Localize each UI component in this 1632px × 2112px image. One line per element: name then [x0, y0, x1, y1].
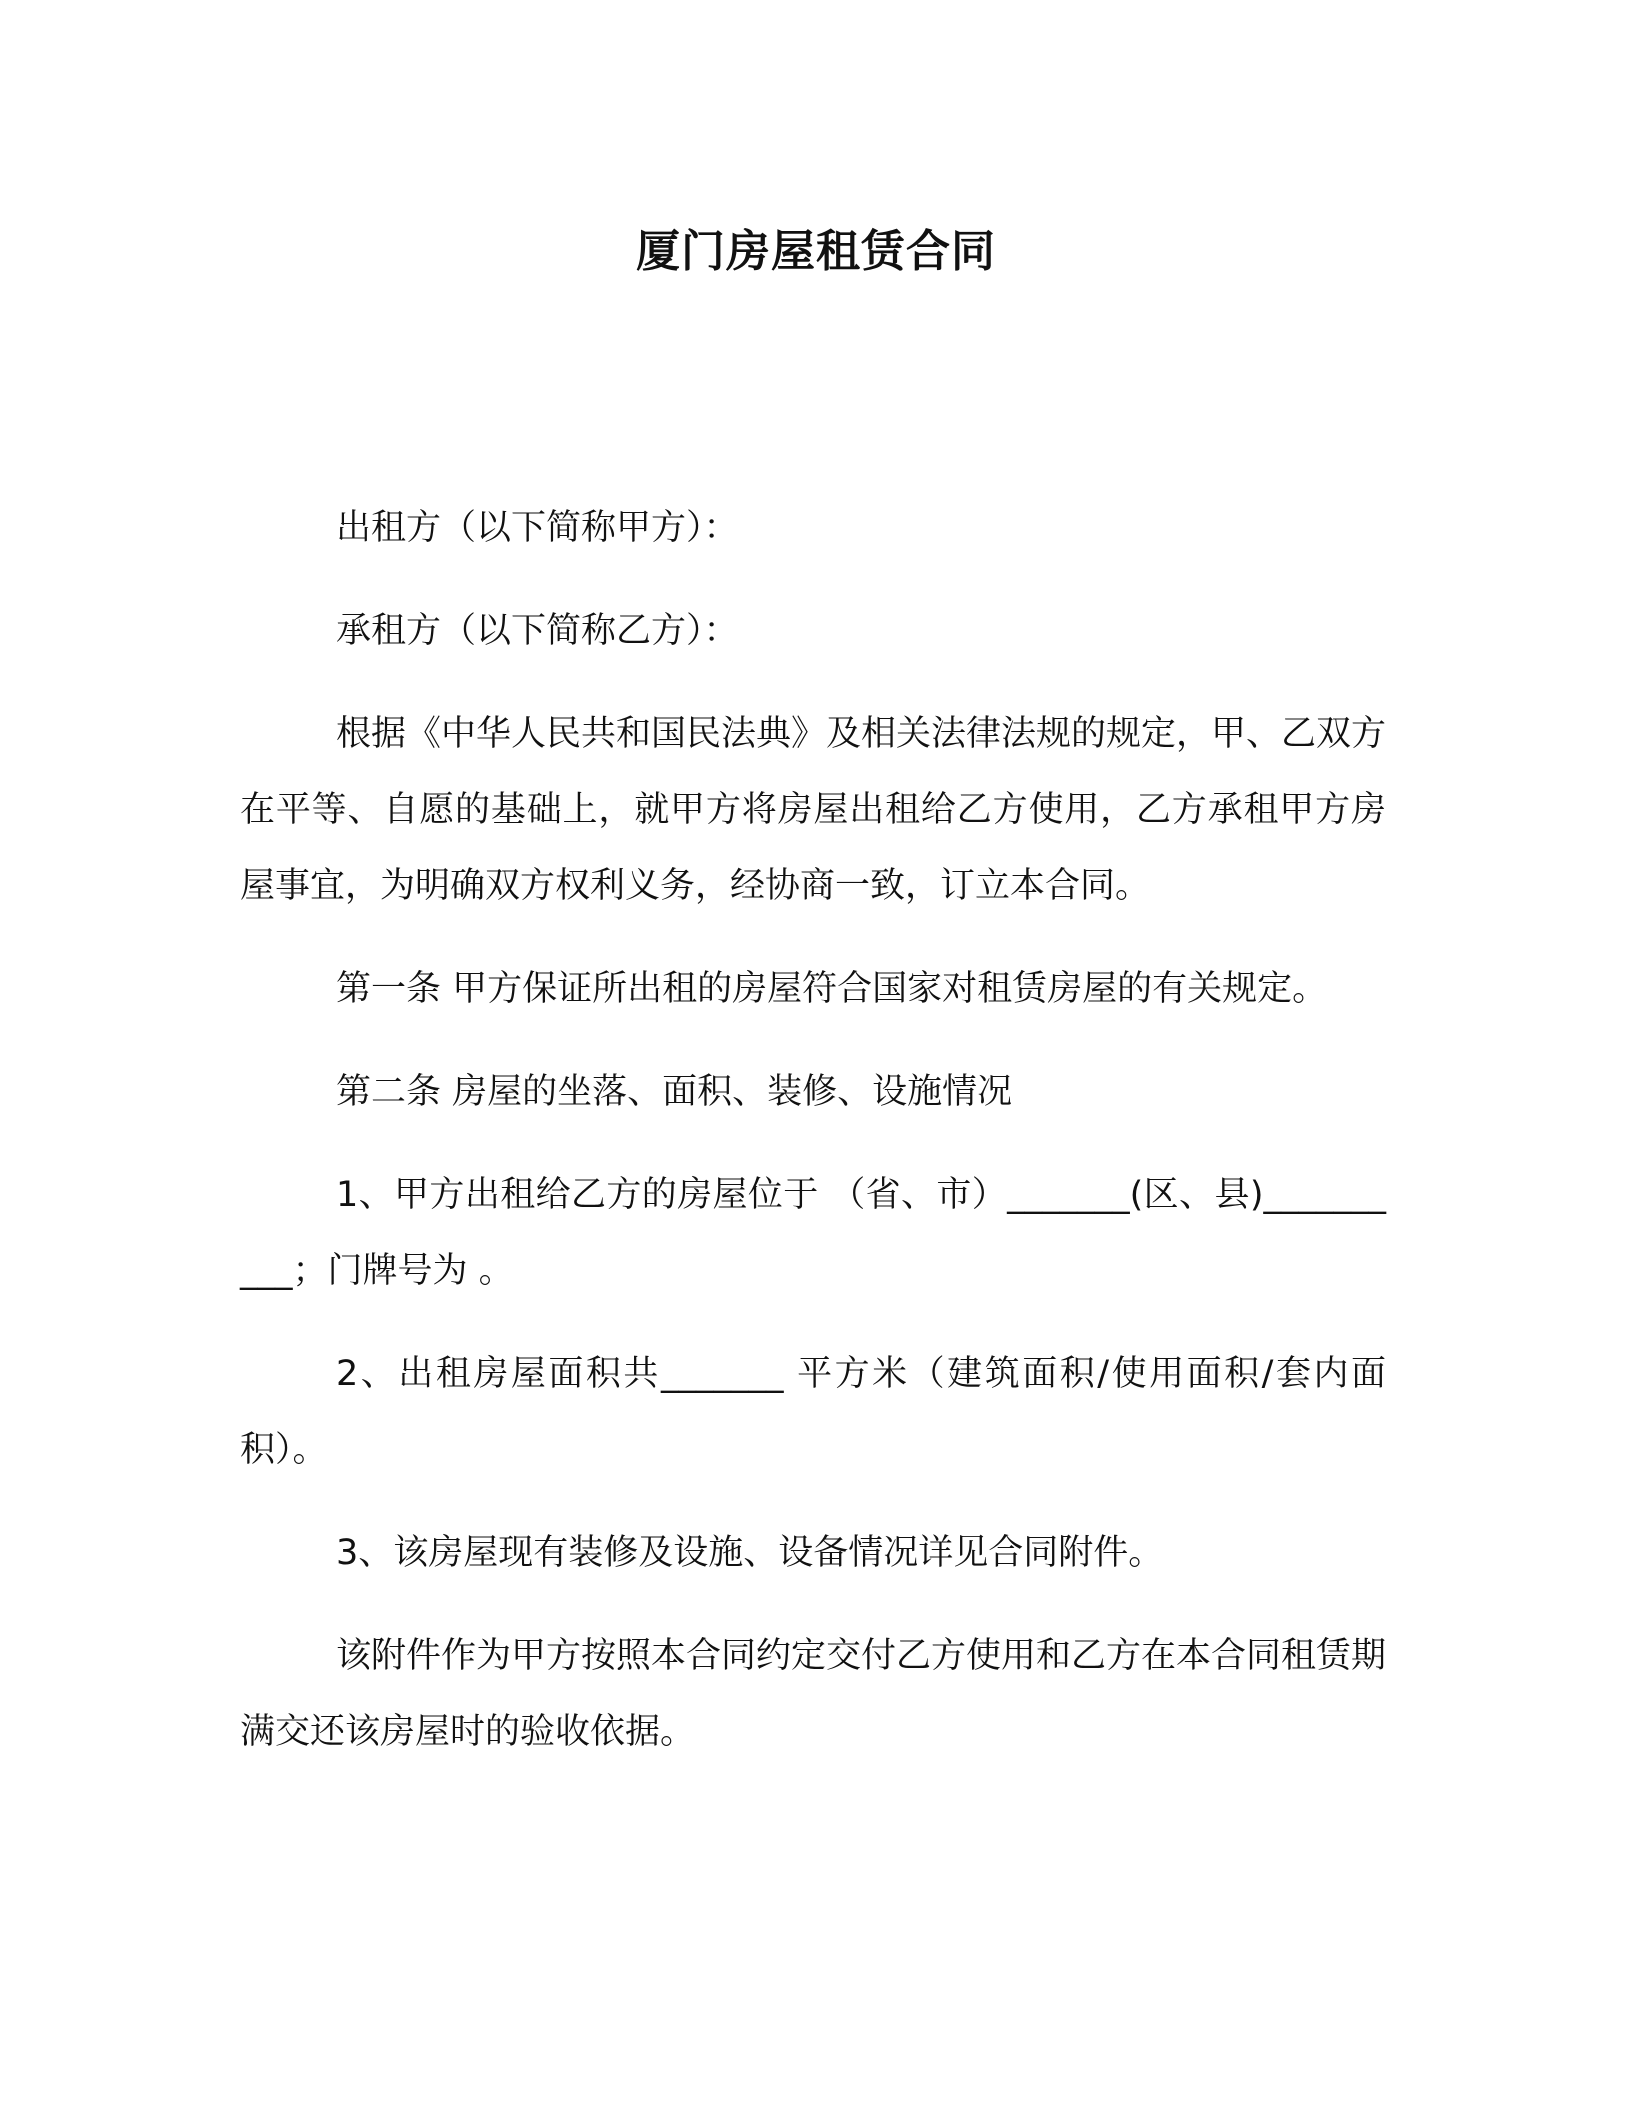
preamble-paragraph: 根据《中华人民共和国民法典》及相关法律法规的规定，甲、乙双方在平等、自愿的基础上，就甲方将房屋出租给乙方使用，乙方承租甲方房屋事宜，为明确双方权利义务，经协商一致，订立本合同。	[240, 714, 1387, 906]
clause-facilities: 3、该房屋现有装修及设施、设备情况详见合同附件。	[336, 1533, 1164, 1573]
document-title: 厦门房屋租赁合同	[636, 226, 996, 277]
clause-area: 2、出租房屋面积共_______ 平方米（建筑面积/使用面积/套内面积）。	[240, 1354, 1386, 1470]
lessor-line: 出租方（以下简称甲方）：	[336, 508, 739, 548]
article-one: 第一条 甲方保证所出租的房屋符合国家对租赁房屋的有关规定。	[336, 969, 1328, 1009]
lessee-line: 承租方（以下简称乙方）：	[336, 611, 739, 651]
document-body	[240, 490, 1386, 1797]
article-two-heading: 第二条 房屋的坐落、面积、装修、设施情况	[336, 1072, 1013, 1112]
clause-location: 1、甲方出租给乙方的房屋位于 （省、市）_______(区、县)__________；门牌号为 。	[240, 1175, 1386, 1291]
attachment-note: 该附件作为甲方按照本合同约定交付乙方使用和乙方在本合同租赁期满交还该房屋时的验收依据。	[240, 1636, 1387, 1752]
